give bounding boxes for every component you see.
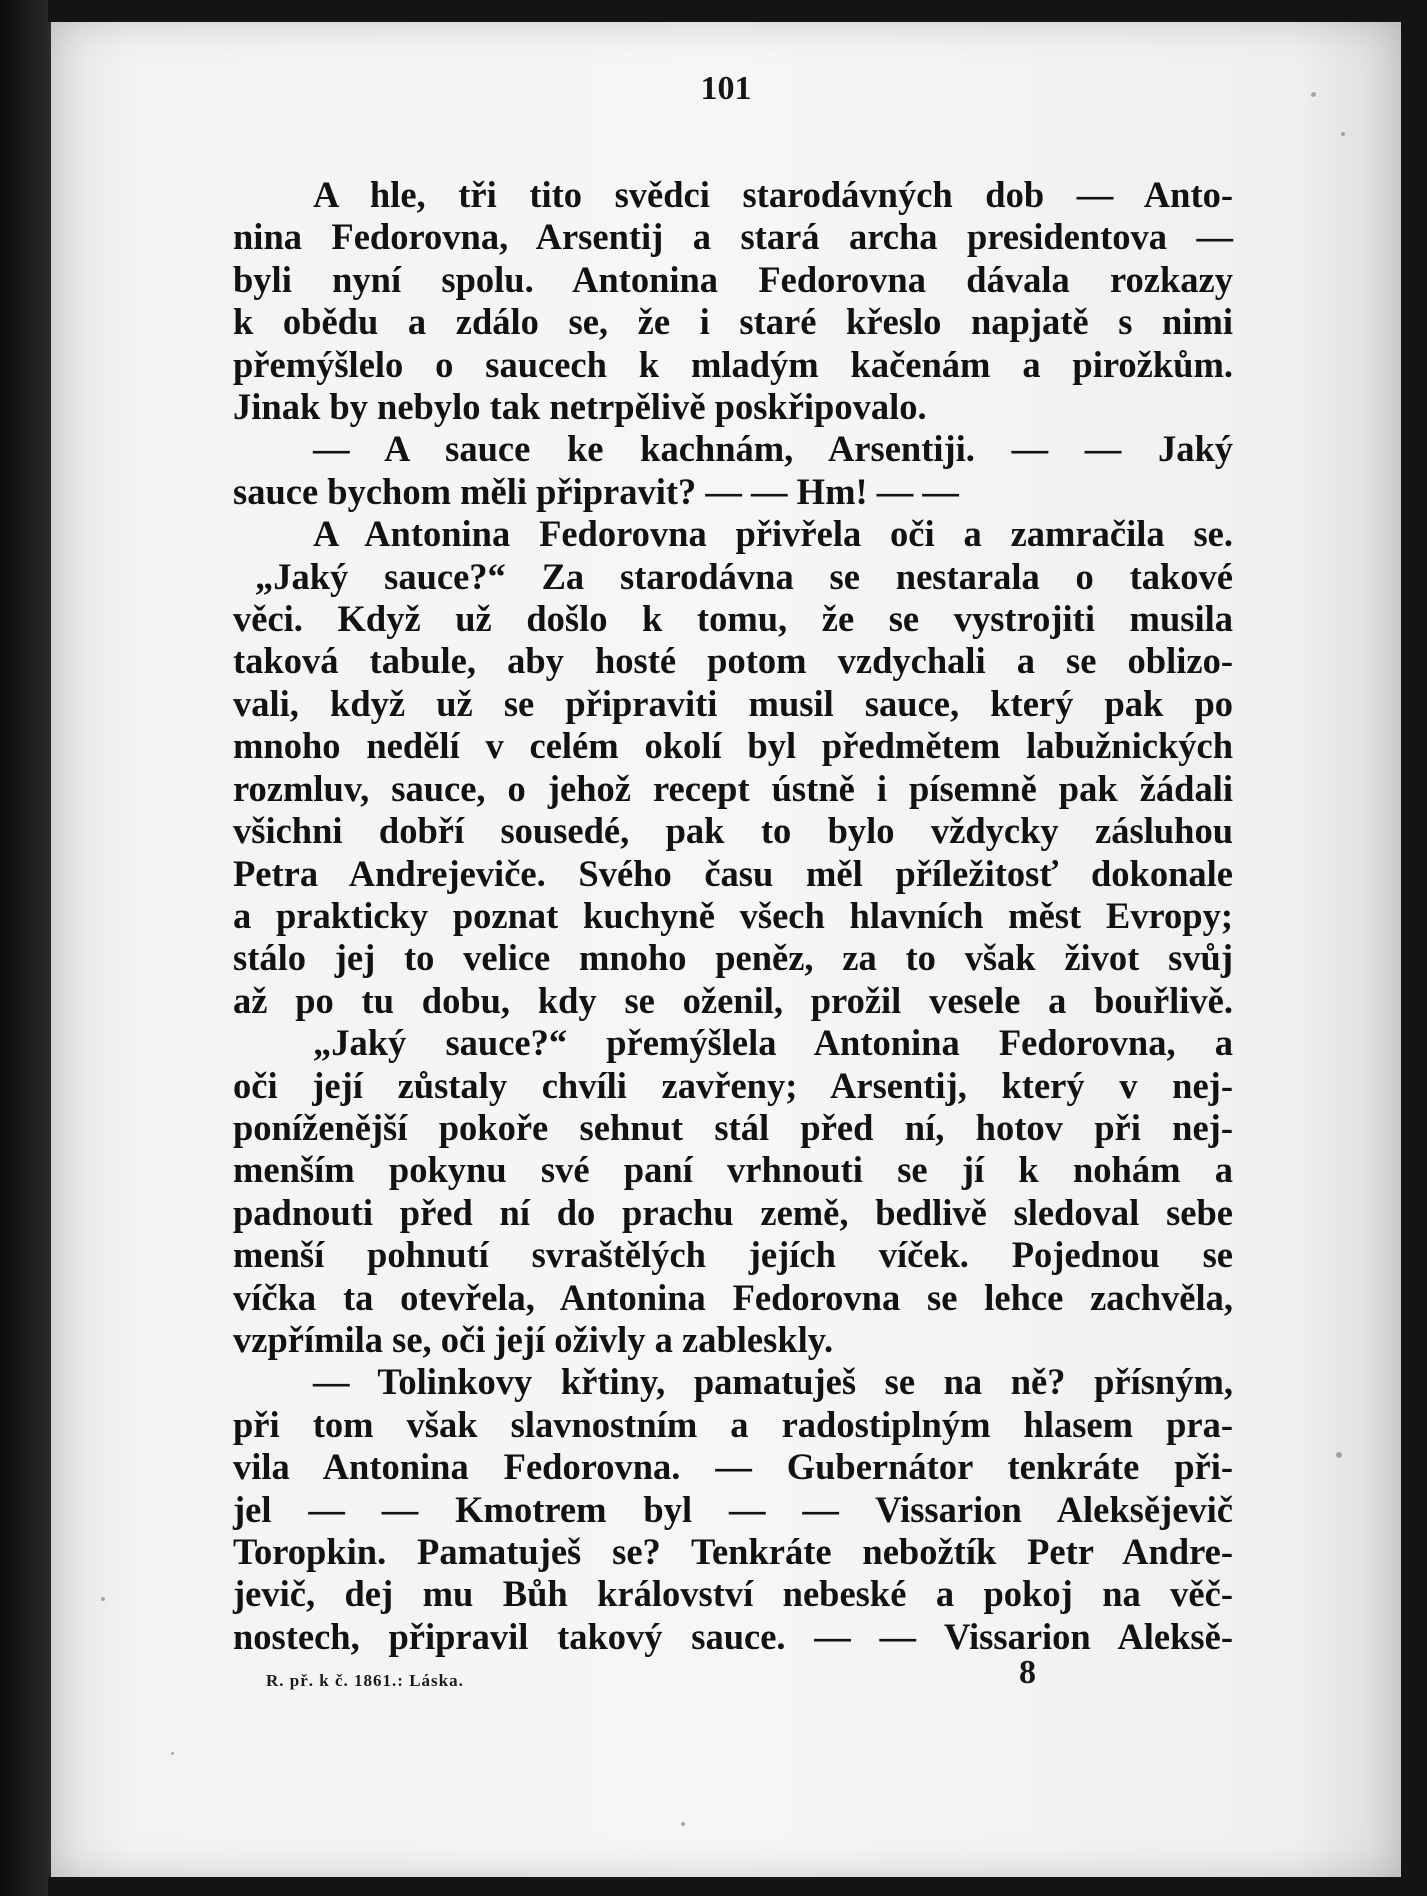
text-line: A hle, tři tito svědci starodávných dob — Anto- — [313, 174, 1233, 215]
text-line: a prakticky poznat kuchyně všech hlavních měst Evropy; — [233, 894, 1233, 936]
text-line: při tom však slavnostním a radostiplným hlasem pra- — [233, 1403, 1233, 1445]
text-line: Jinak by nebylo tak netrpělivě poskřipovalo. — [233, 386, 927, 428]
text-line: jevič, dej mu Bůh království nebeské a pokoj na věč- — [233, 1573, 1233, 1615]
text-line: taková tabule, aby hosté potom vzdychali a se oblizo- — [233, 640, 1233, 682]
text-line: padnouti před ní do prachu země, bedlivě sledoval sebe — [233, 1191, 1233, 1233]
text-line: přemýšlelo o saucech k mladým kačenám a pirožkům. — [233, 343, 1233, 385]
text-line: byli nyní spolu. Antonina Fedorovna dávala rozkazy — [233, 258, 1233, 300]
text-line: k obědu a zdálo se, že i staré křeslo napjatě s nimi — [233, 301, 1233, 343]
text-line: stálo jej to velice mnoho peněz, za to však život svůj — [233, 937, 1233, 979]
book-spine-shadow — [0, 0, 48, 1896]
paper-speck — [1311, 92, 1316, 97]
text-line: „Jaký sauce?“ přemýšlela Antonina Fedorovna, a — [313, 1022, 1233, 1064]
text-line: věci. Když už došlo k tomu, že se vystrojiti musila — [233, 598, 1233, 640]
paper-speck — [1336, 1452, 1342, 1458]
text-line: vzpřímila se, oči její oživly a zableskly. — [233, 1318, 834, 1360]
text-line: — A sauce ke kachnám, Arsentiji. — — Jaký — [313, 428, 1233, 470]
text-line: oči její zůstaly chvíli zavřeny; Arsentij, který v nej- — [233, 1064, 1233, 1106]
text-line: Petra Andrejeviče. Svého času měl příležitosť dokonale — [233, 852, 1233, 894]
text-line: sauce bychom měli připravit? — — Hm! — — — [233, 470, 959, 512]
text-line: víčka ta otevřela, Antonina Fedorovna se lehce zachvěla, — [233, 1276, 1233, 1318]
book-page — [48, 22, 1401, 1877]
text-line: „Jaký sauce?“ Za starodávna se nestarala o takové — [255, 555, 1233, 597]
text-line: vali, když už se připraviti musil sauce, který pak po — [233, 682, 1233, 724]
text-line: menší pohnutí svraštělých jejích víček. Pojednou se — [233, 1234, 1233, 1276]
text-line: Toropkin. Pamatuješ se? Tenkráte nebožtík Petr Andre- — [233, 1531, 1233, 1572]
text-line: menším pokynu své paní vrhnouti se jí k nohám a — [233, 1149, 1233, 1191]
paper-speck — [1341, 132, 1345, 136]
paper-speck — [101, 1597, 105, 1601]
text-line: — Tolinkovy křtiny, pamatuješ se na ně? přísným, — [313, 1361, 1233, 1403]
paper-speck — [681, 1822, 685, 1826]
printer-signature: R. př. k č. 1861.: Láska. — [266, 1671, 464, 1690]
text-line: poníženější pokoře sehnut stál před ní, hotov při nej- — [233, 1106, 1233, 1148]
text-line: A Antonina Fedorovna přivřela oči a zamračila se. — [313, 513, 1233, 555]
body-text — [233, 174, 1233, 1658]
text-line: vila Antonina Fedorovna. — Gubernátor tenkráte při- — [233, 1446, 1233, 1488]
text-line: jel — — Kmotrem byl — — Vissarion Aleksějevič — [233, 1488, 1233, 1530]
sheet-number: 8 — [1019, 1654, 1036, 1691]
paper-speck — [171, 1752, 174, 1755]
text-line: nostech, připravil takový sauce. — — Vissarion Aleksě- — [233, 1615, 1233, 1657]
page-number: 101 — [700, 70, 752, 107]
text-line: nina Fedorovna, Arsentij a stará archa presidentova — — [233, 216, 1233, 258]
text-line: mnoho nedělí v celém okolí byl předmětem labužnických — [233, 725, 1233, 767]
text-line: až po tu dobu, kdy se oženil, prožil vesele a bouřlivě. — [233, 979, 1233, 1021]
text-line: rozmluv, sauce, o jehož recept ústně i písemně pak žádali — [233, 767, 1233, 809]
text-line: všichni dobří sousedé, pak to bylo vždycky zásluhou — [233, 810, 1233, 852]
